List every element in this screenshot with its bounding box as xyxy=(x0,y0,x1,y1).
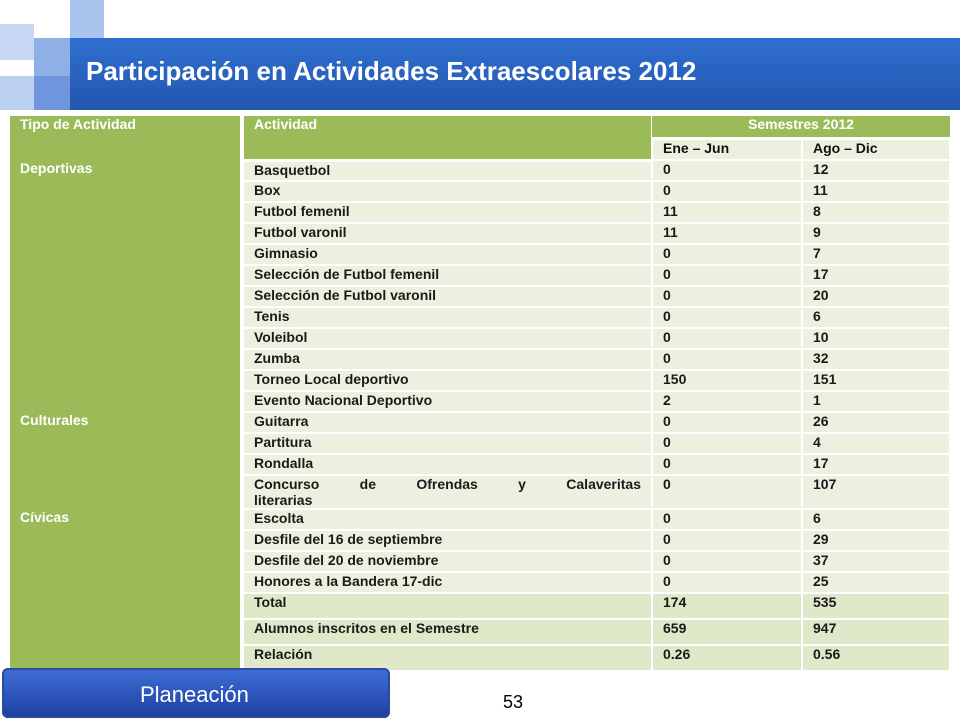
value-ene-jun: 0 xyxy=(652,286,802,307)
total-ago-dic: 535 xyxy=(802,593,950,619)
activity-name: Torneo Local deportivo xyxy=(242,370,652,391)
activity-name-line1: Concurso de Ofrendas y Calaveritas xyxy=(254,476,641,492)
category-civicas: Cívicas xyxy=(10,509,242,593)
value-ago-dic: 107 xyxy=(802,475,950,509)
value-ene-jun: 11 xyxy=(652,223,802,244)
activity-name: Tenis xyxy=(242,307,652,328)
activity-name: Zumba xyxy=(242,349,652,370)
inscritos-label: Alumnos inscritos en el Semestre xyxy=(242,619,652,645)
value-ago-dic: 6 xyxy=(802,307,950,328)
relacion-ago-dic: 0.56 xyxy=(802,645,950,671)
value-ene-jun: 0 xyxy=(652,433,802,454)
value-ene-jun: 0 xyxy=(652,265,802,286)
header-actividad: Actividad xyxy=(242,116,652,160)
value-ago-dic: 9 xyxy=(802,223,950,244)
value-ago-dic: 25 xyxy=(802,572,950,593)
value-ago-dic: 17 xyxy=(802,265,950,286)
value-ene-jun: 0 xyxy=(652,551,802,572)
activity-name: Partitura xyxy=(242,433,652,454)
value-ene-jun: 0 xyxy=(652,412,802,433)
value-ago-dic: 26 xyxy=(802,412,950,433)
activity-name: Box xyxy=(242,181,652,202)
activity-name: Honores a la Bandera 17-dic xyxy=(242,572,652,593)
value-ene-jun: 150 xyxy=(652,370,802,391)
activities-table xyxy=(10,116,951,672)
header-semestres: Semestres 2012 xyxy=(652,116,950,138)
relacion-ene-jun: 0.26 xyxy=(652,645,802,671)
total-ene-jun: 174 xyxy=(652,593,802,619)
value-ago-dic: 10 xyxy=(802,328,950,349)
activity-name: Desfile del 16 de septiembre xyxy=(242,530,652,551)
header-ago-dic: Ago – Dic xyxy=(802,138,950,160)
value-ago-dic: 17 xyxy=(802,454,950,475)
category-empty xyxy=(10,619,242,645)
category-deportivas: Deportivas xyxy=(10,160,242,412)
inscritos-ago-dic: 947 xyxy=(802,619,950,645)
activity-name: Futbol varonil xyxy=(242,223,652,244)
page-title: Participación en Actividades Extraescolares 2012 xyxy=(86,56,697,86)
activity-name: Desfile del 20 de noviembre xyxy=(242,551,652,572)
value-ago-dic: 4 xyxy=(802,433,950,454)
category-culturales: Culturales xyxy=(10,412,242,509)
activity-name xyxy=(242,475,652,509)
value-ago-dic: 151 xyxy=(802,370,950,391)
deco-square xyxy=(34,38,70,76)
activity-name-line2: literarias xyxy=(254,492,313,508)
value-ene-jun: 0 xyxy=(652,328,802,349)
deco-square xyxy=(70,0,104,38)
value-ene-jun: 0 xyxy=(652,244,802,265)
total-label: Total xyxy=(242,593,652,619)
activity-name: Basquetbol xyxy=(242,160,652,181)
value-ene-jun: 0 xyxy=(652,349,802,370)
header-ene-jun: Ene – Jun xyxy=(652,138,802,160)
activity-name: Selección de Futbol varonil xyxy=(242,286,652,307)
page-number: 53 xyxy=(503,692,524,712)
value-ago-dic: 37 xyxy=(802,551,950,572)
value-ene-jun: 11 xyxy=(652,202,802,223)
deco-square xyxy=(0,76,34,110)
value-ene-jun: 0 xyxy=(652,160,802,181)
value-ene-jun: 0 xyxy=(652,181,802,202)
deco-square xyxy=(0,24,34,60)
value-ago-dic: 8 xyxy=(802,202,950,223)
value-ago-dic: 1 xyxy=(802,391,950,412)
value-ene-jun: 0 xyxy=(652,509,802,530)
value-ene-jun: 0 xyxy=(652,454,802,475)
value-ene-jun: 0 xyxy=(652,307,802,328)
planeacion-button-label: Planeación xyxy=(140,682,249,707)
activity-name: Gimnasio xyxy=(242,244,652,265)
value-ago-dic: 32 xyxy=(802,349,950,370)
deco-square xyxy=(34,76,70,110)
value-ago-dic: 11 xyxy=(802,181,950,202)
activity-name: Escolta xyxy=(242,509,652,530)
category-empty xyxy=(10,593,242,619)
relacion-label: Relación xyxy=(242,645,652,671)
value-ene-jun: 2 xyxy=(652,391,802,412)
activity-name: Evento Nacional Deportivo xyxy=(242,391,652,412)
value-ago-dic: 7 xyxy=(802,244,950,265)
inscritos-ene-jun: 659 xyxy=(652,619,802,645)
activity-name: Selección de Futbol femenil xyxy=(242,265,652,286)
header-tipo: Tipo de Actividad xyxy=(10,116,242,160)
activities-table-container xyxy=(10,116,950,668)
value-ene-jun: 0 xyxy=(652,530,802,551)
activity-name: Guitarra xyxy=(242,412,652,433)
value-ago-dic: 20 xyxy=(802,286,950,307)
activity-name: Rondalla xyxy=(242,454,652,475)
value-ago-dic: 29 xyxy=(802,530,950,551)
activity-name: Voleibol xyxy=(242,328,652,349)
value-ago-dic: 6 xyxy=(802,509,950,530)
value-ago-dic: 12 xyxy=(802,160,950,181)
value-ene-jun: 0 xyxy=(652,475,802,509)
activity-name: Futbol femenil xyxy=(242,202,652,223)
value-ene-jun: 0 xyxy=(652,572,802,593)
